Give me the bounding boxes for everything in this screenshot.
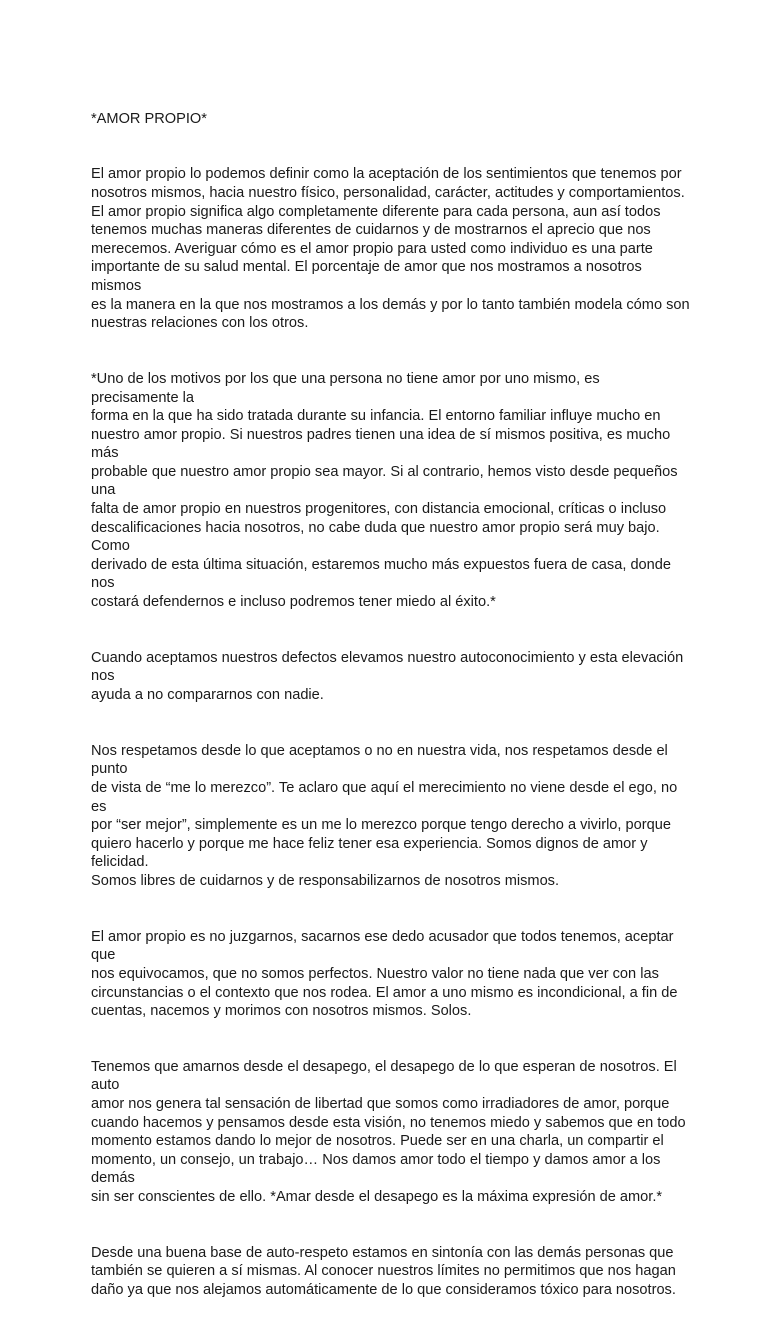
paragraph-6: Tenemos que amarnos desde el desapego, el desapego de lo que esperan de nosotros. El auto amor nos genera tal sensación de libertad que somos como irradiadores de amor, porque cuando hacemos y pensamos desde esta visión, no tenemos miedo y sabemos que en todo momento estamos dando lo mejor de nosotros. Puede ser en una charla, un compartir el momento, un consejo, un trabajo… Nos damos amor todo el tiempo y damos amor a los demás sin ser conscientes de ello. *Amar desde el desapego es la máxima expresión de amor.* [91,1058,686,1206]
paragraph-2: *Uno de los motivos por los que una persona no tiene amor por uno mismo, es precisamente la forma en la que ha sido tratada durante su infancia. El entorno familiar influye mucho en nuestro amor propio. Si nuestros padres tienen una idea de sí mismos positiva, es mucho más probable que nuestro amor propio sea mayor. Si al contrario, hemos visto desde pequeños una falta de amor propio en nuestros progenitores, con distancia emocional, críticas o incluso descalificaciones hacia nosotros, no cabe duda que nuestro amor propio será muy bajo. Como derivado de esta última situación, estaremos mucho más expuestos fuera de casa, donde nos costará defendernos e incluso podremos tener miedo al éxito.* [91,370,678,611]
paragraph-7: Desde una buena base de auto-respeto estamos en sintonía con las demás personas que también se quieren a sí mismas. Al conocer nuestros límites no permitimos que nos hagan daño ya que nos alejamos automáticamente de lo que consideramos tóxico para nosotros. [91,1244,676,1298]
document-title: *AMOR PROPIO* [91,110,207,127]
paragraph-4: Nos respetamos desde lo que aceptamos o no en nuestra vida, nos respetamos desde el punto de vista de “me lo merezco”. Te aclaro que aquí el merecimiento no viene desde el ego, no es por “ser mejor”, simplemente es un me lo merezco porque tengo derecho a vivirlo, porque quiero hacerlo y porque me hace feliz tener esa experiencia. Somos dignos de amor y felicidad. Somos libres de cuidarnos y de responsabilizarnos de nosotros mismos. [91,742,678,889]
paragraph-3: Cuando aceptamos nuestros defectos elevamos nuestro autoconocimiento y esta elevación nos ayuda a no compararnos con nadie. [91,649,684,703]
document-body [91,91,691,1337]
paragraph-1: El amor propio lo podemos definir como la aceptación de los sentimientos que tenemos por nosotros mismos, hacia nuestro físico, personalidad, carácter, actitudes y comportamientos. El amor propio significa algo completamente diferente para cada persona, aun así todos tenemos muchas maneras diferentes de cuidarnos y de mostrarnos el aprecio que nos merecemos. Averiguar cómo es el amor propio para usted como individuo es una parte importante de su salud mental. El porcentaje de amor que nos mostramos a nosotros mismos es la manera en la que nos mostramos a los demás y por lo tanto también modela cómo son nuestras relaciones con los otros. [91,166,690,332]
paragraph-5: El amor propio es no juzgarnos, sacarnos ese dedo acusador que todos tenemos, aceptar que nos equivocamos, que no somos perfectos. Nuestro valor no tiene nada que ver con las circunstancias o el contexto que nos rodea. El amor a uno mismo es incondicional, a fin de cuentas, nacemos y morimos con nosotros mismos. Solos. [91,928,678,1020]
